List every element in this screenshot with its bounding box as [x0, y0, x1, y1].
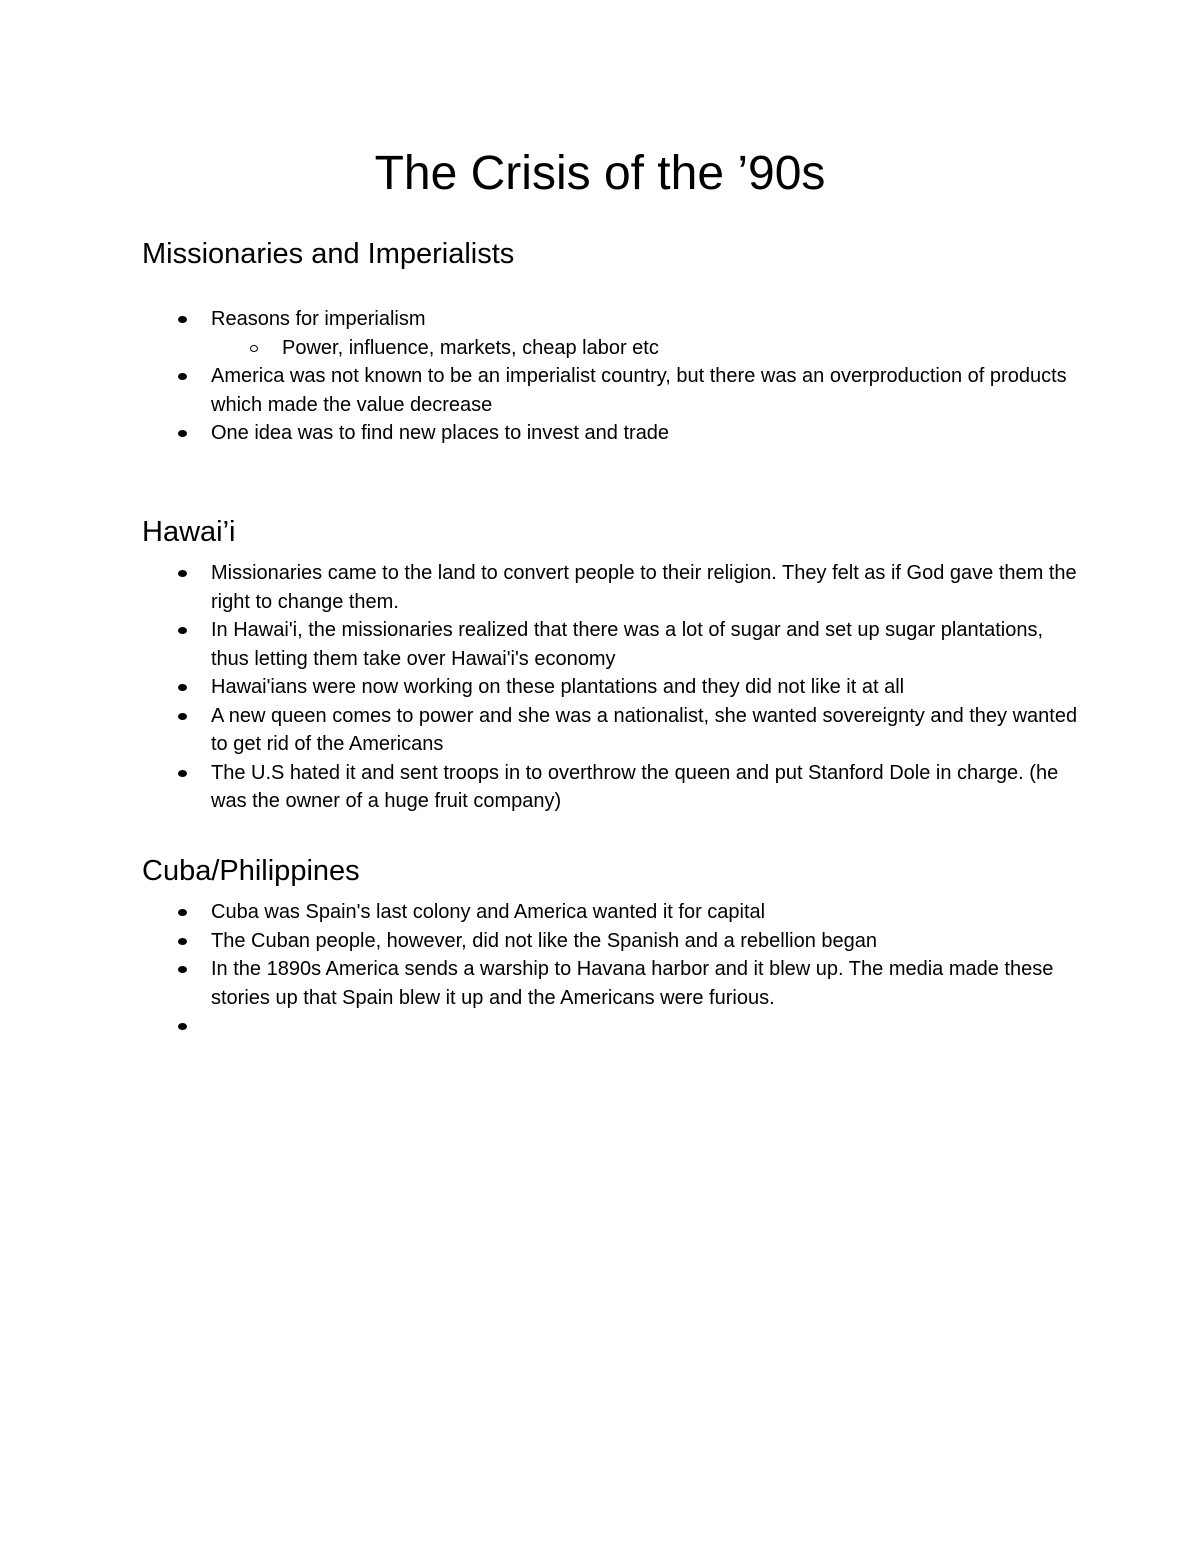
bullet-icon [178, 627, 187, 634]
list-item-text: In Hawai'i, the missionaries realized that there was a lot of sugar and set up sugar plantations, thus letting them take over Hawai'i's economy [211, 619, 1044, 670]
bullet-icon [178, 430, 187, 437]
list-item [142, 898, 1082, 927]
list-item [142, 559, 1082, 616]
list-item [142, 673, 1082, 702]
bullet-icon [178, 684, 187, 691]
section-heading-hawaii: Hawai’i [142, 516, 236, 548]
list-item-text: Cuba was Spain's last colony and America wanted it for capital [211, 901, 766, 923]
list-item [142, 702, 1082, 759]
bullet-list-cuba-philippines [142, 898, 1082, 1041]
list-item-text: America was not known to be an imperialist country, but there was an overproduction of products which made the value decrease [211, 365, 1067, 416]
bullet-icon [178, 316, 187, 323]
list-item-text: Power, influence, markets, cheap labor etc [282, 336, 659, 359]
list-item-text: The U.S hated it and sent troops in to overthrow the queen and put Stanford Dole in charge. (he was the owner of a huge fruit company) [211, 761, 1059, 812]
list-item-nested [142, 334, 1082, 363]
list-item [142, 419, 1082, 448]
bullet-list-missionaries [142, 305, 1082, 448]
document-title: The Crisis of the ’90s [374, 147, 826, 200]
bullet-icon [178, 966, 187, 973]
list-item [142, 305, 1082, 334]
list-item-text: A new queen comes to power and she was a nationalist, she wanted sovereignty and they wanted to get rid of the Americans [211, 704, 1078, 755]
hollow-bullet-icon [250, 345, 258, 352]
list-item-text: Hawai'ians were now working on these plantations and they did not like it at all [211, 676, 905, 698]
list-item-text: Reasons for imperialism [211, 308, 426, 330]
list-item [142, 362, 1082, 419]
section-heading-cuba-philippines: Cuba/Philippines [142, 855, 360, 887]
list-item-empty [142, 1012, 1082, 1041]
bullet-icon [178, 770, 187, 777]
list-item [142, 955, 1082, 1012]
list-item [142, 759, 1082, 816]
bullet-icon [178, 570, 187, 577]
bullet-icon [178, 909, 187, 916]
list-item-text: The Cuban people, however, did not like the Spanish and a rebellion began [211, 929, 878, 952]
bullet-icon [178, 713, 187, 720]
list-item [142, 927, 1082, 956]
list-item-text: Missionaries came to the land to convert people to their religion. They felt as if God gave them the right to change them. [211, 562, 1077, 613]
bullet-icon [178, 938, 187, 945]
bullet-list-hawaii [142, 559, 1082, 816]
list-item-text: One idea was to find new places to invest and trade [211, 422, 670, 444]
list-item [142, 616, 1082, 673]
bullet-icon [178, 373, 187, 380]
bullet-icon [178, 1023, 187, 1030]
section-heading-missionaries: Missionaries and Imperialists [142, 238, 515, 270]
list-item-text: In the 1890s America sends a warship to Havana harbor and it blew up. The media made these stories up that Spain blew it up and the Americans were furious. [211, 958, 1054, 1009]
